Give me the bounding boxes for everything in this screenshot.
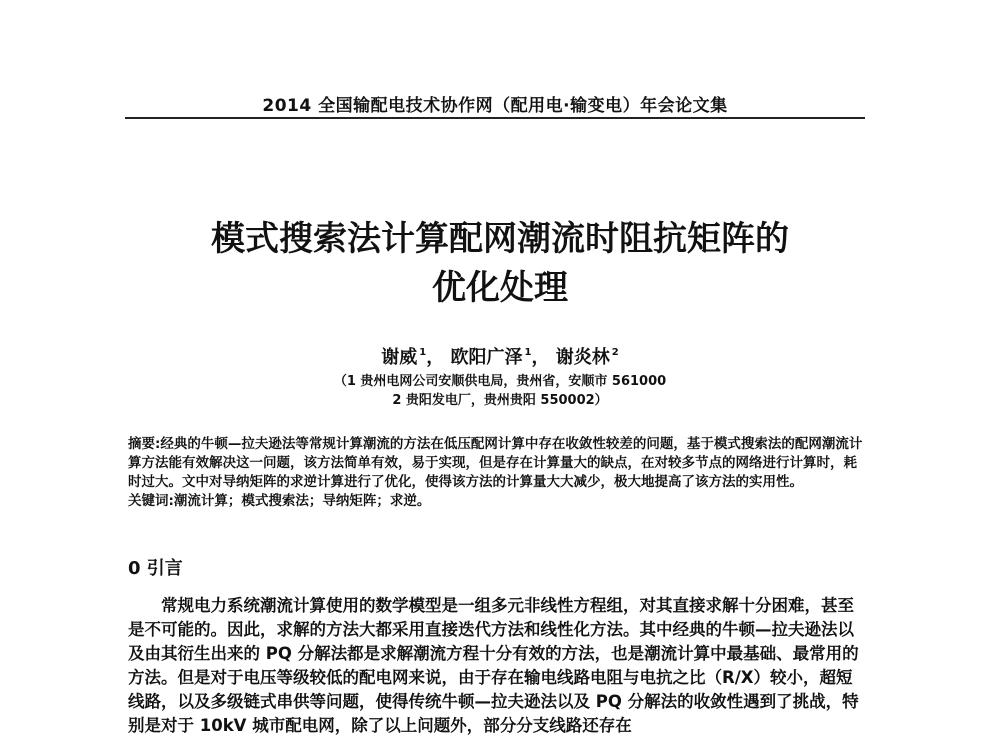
author-separator: ， bbox=[426, 347, 445, 368]
running-header: 2014 全国输配电技术协作网（配用电·输变电）年会论文集 bbox=[262, 96, 728, 116]
author-affiliation-mark: 1 bbox=[419, 347, 427, 358]
affiliation-line-2: 2 贵阳发电厂，贵州贵阳 550002） bbox=[392, 393, 608, 408]
author-name: 谢威 bbox=[381, 347, 418, 368]
author-separator: ， bbox=[531, 347, 550, 368]
keywords-paragraph bbox=[128, 492, 868, 511]
keywords-text: 潮流计算；模式搜索法；导纳矩阵；求逆。 bbox=[173, 493, 431, 509]
abstract-paragraph bbox=[128, 435, 868, 492]
paper-title-line-2: 优化处理 bbox=[432, 268, 568, 308]
author-list bbox=[100, 343, 900, 369]
header-rule bbox=[125, 117, 865, 119]
abstract-text: 经典的牛顿—拉夫逊法等常规计算潮流的方法在低压配网计算中存在收敛性较差的问题，基于模式搜索法的配网潮流计算方法能有效解决这一问题，该方法简单有效，易于实现，但是存在计算量大的缺点，在对较多节点的网络进行计算时，耗时过大。文中对导纳矩阵的求逆计算进行了优化，使得该方法的计算量大大减少，极大地提高了该方法的实用性。 bbox=[128, 436, 863, 490]
keywords-label: 关键词: bbox=[128, 493, 174, 509]
section-heading: 0 引言 bbox=[128, 558, 183, 579]
author-name: 欧阳广泽 bbox=[450, 347, 523, 368]
body-paragraph: 常规电力系统潮流计算使用的数学模型是一组多元非线性方程组，对其直接求解十分困难，甚至是不可能的。因此，求解的方法大都采用直接迭代方法和线性化方法。其中经典的牛顿—拉夫逊法以及由其衍生出来的 PQ 分解法都是求解潮流方程十分有效的方法，也是潮流计算中最基础、最常用的方法。但是对于电压等级较低的配电网来说，由于存在输电线路电阻与电抗之比（R/X）较小，超短线路，以及多级链式串供等问题，使得传统牛顿—拉夫逊法以及 PQ 分解法的收敛性遇到了挑战，特别是对于 10kV 城市配电网，除了以上问题外，部分分支线路还存在 bbox=[128, 596, 859, 735]
author-name: 谢炎林 bbox=[555, 347, 610, 368]
affiliation-line-1: （1 贵州电网公司安顺供电局，贵州省，安顺市 561000 bbox=[333, 374, 667, 389]
author-affiliation-mark: 2 bbox=[611, 347, 619, 358]
abstract-block bbox=[128, 435, 868, 511]
author-affiliation-mark: 1 bbox=[524, 347, 532, 358]
body-text bbox=[128, 594, 868, 738]
abstract-label: 摘要: bbox=[128, 436, 161, 452]
paper-title-line-1: 模式搜索法计算配网潮流时阻抗矩阵的 bbox=[211, 219, 789, 259]
